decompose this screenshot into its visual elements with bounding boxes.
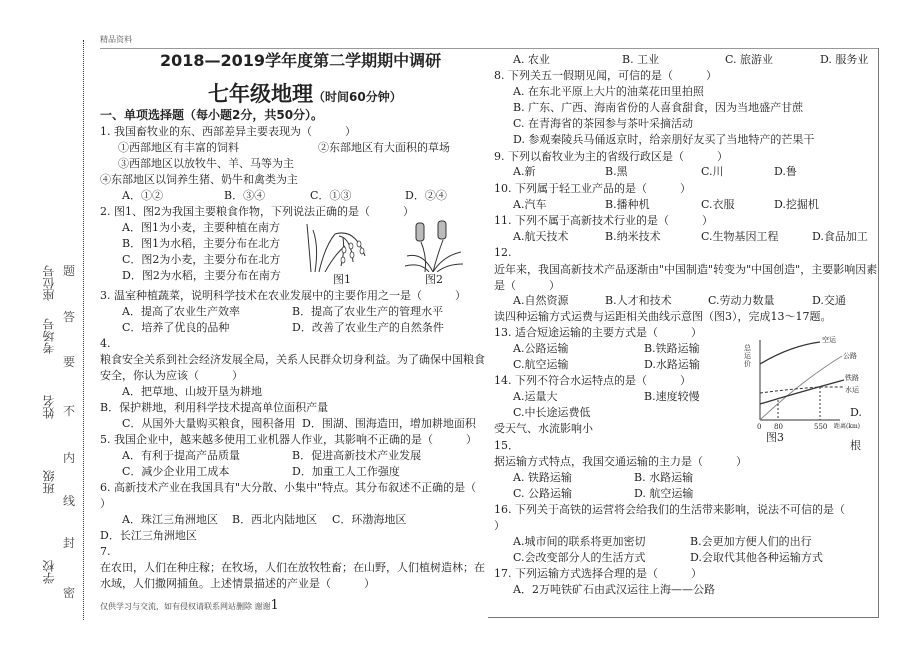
series-label-water: 水运 xyxy=(845,386,859,394)
question-17: 17. 下列运输方式选择合理的是（ ） xyxy=(494,567,702,580)
option: B.黑 xyxy=(605,165,628,178)
question-text: 粮食安全关系到社会经济发展全局，关系人民群众切身利益。为了确保中国粮食 xyxy=(100,353,485,366)
rice-plant-figure xyxy=(305,220,375,272)
option: A.汽车 xyxy=(513,198,547,211)
seal-line xyxy=(83,40,84,620)
question-6: 6. 高新技术产业在我国具有"大分散、小集中"特点。其分布叙述不正确的是（ xyxy=(100,481,477,494)
option: A. 铁路运输 xyxy=(513,471,572,484)
option: C.川 xyxy=(701,165,724,178)
x-tick-0: 0 xyxy=(757,423,762,431)
question-16: 16. 下列关于高铁的运营将会给我们的生活带来影响，说法不可信的是（ xyxy=(494,503,845,516)
option: B．西北内陆地区 xyxy=(232,513,318,526)
option: B．③④ xyxy=(224,189,266,202)
seal-char: 题 xyxy=(63,264,76,278)
question-text: 根 xyxy=(850,439,861,452)
option: C.劳动力数量 xyxy=(708,294,775,307)
option: A.城市间的联系将更加密切 xyxy=(513,535,646,548)
option: 受天气、水流影响小 xyxy=(494,422,593,435)
option: C．从国外大量购买粮食，囤积备用 xyxy=(122,417,296,430)
question-text: 在农田，人们在种庄稼；在牧场，人们在放牧牲畜；在山野，人们植树造林；在 xyxy=(100,561,485,574)
option: B. 广东、广西、海南省份的人喜食甜食，因为当地盛产甘蔗 xyxy=(513,101,804,114)
section-heading: 一、单项选择题（每小题2分，共50分）。 xyxy=(100,108,324,122)
series-label-rail: 铁路 xyxy=(845,374,859,382)
option: A.公路运输 xyxy=(513,342,569,355)
field-seat: 座位号 xyxy=(42,265,56,301)
option: A.运量大 xyxy=(513,390,558,403)
option: C. 旅游业 xyxy=(725,53,774,66)
question-14: 14. 下列不符合水运特点的是（ ） xyxy=(494,374,691,387)
question-13: 13. 适合短途运输的主要方式是（ ） xyxy=(494,326,702,339)
option: C. 公路运输 xyxy=(513,487,573,500)
option: D. 参观秦陵兵马俑返京时，给亲朋好友买了当地特产的芒果干 xyxy=(513,133,815,146)
option: A．提高了农业生产效率 xyxy=(122,305,240,318)
question-11: 11. 下列不属于高新技术行业的是（ ） xyxy=(494,214,713,227)
option: B.人才和技术 xyxy=(605,294,672,307)
figure-3-caption: 图3 xyxy=(766,431,784,444)
footer-note: 仅供学习与交流，如有侵权请联系网站删除 谢谢1 xyxy=(100,598,279,613)
statement: ②东部地区有大面积的草场 xyxy=(318,141,450,154)
statement: ④东部地区以饲养生猪、奶牛和禽类为主 xyxy=(100,173,298,186)
question-text: 安全，你认为应该（ ） xyxy=(100,369,243,382)
series-label-air: 空运 xyxy=(822,336,836,344)
wheat-plant-figure xyxy=(403,220,465,272)
x-axis-label: 距离(km) xyxy=(834,423,861,430)
y-axis-label: 总运价 xyxy=(744,344,751,368)
option: A．把草地、山坡开垦为耕地 xyxy=(122,385,262,398)
option: A．图1为小麦，主要种植在南方 xyxy=(122,221,280,234)
question-text: 近年来，我国高新技术产品逐渐由"中国制造"转变为"中国创造"，主要影响因素 xyxy=(494,263,878,276)
seal-char: 答 xyxy=(63,310,76,324)
figure-2-caption: 图2 xyxy=(425,273,443,286)
header-divider xyxy=(100,48,878,49)
question-7: 7. xyxy=(100,545,111,558)
question-8: 8. 下列关五一假期见闻，可信的是（ ） xyxy=(494,69,717,82)
question-15: 15． xyxy=(494,439,519,452)
option: B．图1为水稻，主要分布在北方 xyxy=(122,237,281,250)
seal-char: 要 xyxy=(63,355,76,369)
air-curve xyxy=(760,342,820,364)
seal-char: 密 xyxy=(63,586,76,600)
option: D．改善了农业生产的自然条件 xyxy=(292,321,444,334)
option: A．有利于提高产品质量 xyxy=(122,449,240,462)
option: C．图2为小麦，主要分布在北方 xyxy=(122,253,281,266)
option: B.会更加方便人们的出行 xyxy=(690,535,812,548)
option: D.鲁 xyxy=(774,165,797,178)
field-exam-room: 考场号 xyxy=(42,318,56,354)
page-border-bottom xyxy=(488,617,879,618)
option: C.中长途运费低 xyxy=(513,406,591,419)
option: B.播种机 xyxy=(605,198,650,211)
page-border-right xyxy=(878,48,879,618)
option: D.挖掘机 xyxy=(774,198,819,211)
option: B. 水路运输 xyxy=(634,471,694,484)
option: B.速度较慢 xyxy=(644,390,700,403)
option: A. 农业 xyxy=(513,53,550,66)
question-9: 9. 下列以畜牧业为主的省级行政区是（ ） xyxy=(494,150,728,163)
question-4: 4. xyxy=(100,337,111,350)
option: C.衣服 xyxy=(701,198,735,211)
option: D．围湖、围海造田，增加耕地面积 xyxy=(302,417,476,430)
question-text: 据运输方式特点，我国交通运输的主力是（ ） xyxy=(494,455,747,468)
option: D.交通 xyxy=(812,294,846,307)
field-name: 姓名 xyxy=(42,395,56,419)
question-12: 12. xyxy=(494,246,512,259)
option: D．加重工人工作强度 xyxy=(292,465,400,478)
option: D. 航空运输 xyxy=(634,487,694,500)
option: D. 服务业 xyxy=(820,53,869,66)
x-tick-80: 80 xyxy=(774,423,783,431)
option: C．①③ xyxy=(310,189,352,202)
field-school: 学校 xyxy=(42,560,56,584)
option: C．培养了优良的品种 xyxy=(122,321,230,334)
statement: ③西部地区以放牧牛、羊、马等为主 xyxy=(118,157,294,170)
exam-subject: 七年级地理（时间60分钟） xyxy=(208,82,402,106)
question-1: 1. 我国畜牧业的东、西部差异主要表现为（ ） xyxy=(100,125,356,138)
question-text: ） xyxy=(494,519,505,532)
option: D.水路运输 xyxy=(644,358,700,371)
option: C．减少企业用工成本 xyxy=(122,465,230,478)
option: C.会改变部分人的生活方式 xyxy=(513,551,646,564)
question-text: ） xyxy=(100,497,111,510)
option: B．保护耕地，利用科学技术提高单位面积产量 xyxy=(100,401,329,414)
option: A．珠江三角洲地区 xyxy=(122,513,218,526)
option: B．提高了农业生产的管理水平 xyxy=(292,305,444,318)
question-text: 是（ ） xyxy=(494,279,560,292)
option: A．2万吨铁矿石由武汉运往上海——公路 xyxy=(513,583,715,596)
option: D.会取代其他各种运输方式 xyxy=(690,551,823,564)
seal-char: 封 xyxy=(63,536,76,550)
seal-char: 不 xyxy=(63,404,76,418)
exam-title: 2018—2019学年度第二学期期中调研 xyxy=(160,51,442,70)
statement: ①西部地区有丰富的饲料 xyxy=(118,141,239,154)
question-text: 水域，人们撒网捕鱼。上述情景描述的产业是（ ） xyxy=(100,577,375,590)
option: B．促进高新技术产业发展 xyxy=(292,449,422,462)
option: D. xyxy=(850,406,862,419)
figure-1-caption: 图1 xyxy=(333,273,351,286)
option: C.生物基因工程 xyxy=(701,230,779,243)
option: C.航空运输 xyxy=(513,358,569,371)
option: C. 在青海省的茶园参与茶叶采摘活动 xyxy=(513,117,694,130)
option: A. 在东北平原上大片的油菜花田里拍照 xyxy=(513,85,704,98)
question-10: 10. 下列属于轻工业产品的是（ ） xyxy=(494,182,691,195)
question-2: 2. 图1、图2为我国主要粮食作物，下列说法正确的是（ ） xyxy=(100,205,414,218)
option: A.航天技术 xyxy=(513,230,569,243)
option: D.食品加工 xyxy=(812,230,868,243)
option: C．环渤海地区 xyxy=(332,513,407,526)
question-5: 5. 我国企业中，越来越多使用工业机器人作业，其影响不正确的是（ ） xyxy=(100,433,477,446)
option: A．①② xyxy=(122,189,163,202)
series-label-road: 公路 xyxy=(843,352,857,360)
option: D．长江三角洲地区 xyxy=(100,529,197,542)
option: D．图2为水稻，主要分布在南方 xyxy=(122,269,281,282)
option: A.自然资源 xyxy=(513,294,569,307)
header-source-label: 精品资料 xyxy=(100,35,132,44)
reading-instruction: 读四种运输方式运费与运距相关曲线示意图（图3），完成13～17题。 xyxy=(494,310,832,323)
x-tick-550: 550 xyxy=(814,423,828,431)
option: D．②④ xyxy=(405,189,447,202)
question-3: 3. 温室种植蔬菜，说明科学技术在农业发展中的主要作用之一是（ ） xyxy=(100,289,466,302)
seal-char: 线 xyxy=(63,494,76,508)
option: B.纳米技术 xyxy=(605,230,661,243)
seal-char: 内 xyxy=(63,451,76,465)
option: A.新 xyxy=(513,165,536,178)
option: B.铁路运输 xyxy=(644,342,700,355)
option: B. 工业 xyxy=(622,53,660,66)
field-class: 班级 xyxy=(42,470,56,494)
